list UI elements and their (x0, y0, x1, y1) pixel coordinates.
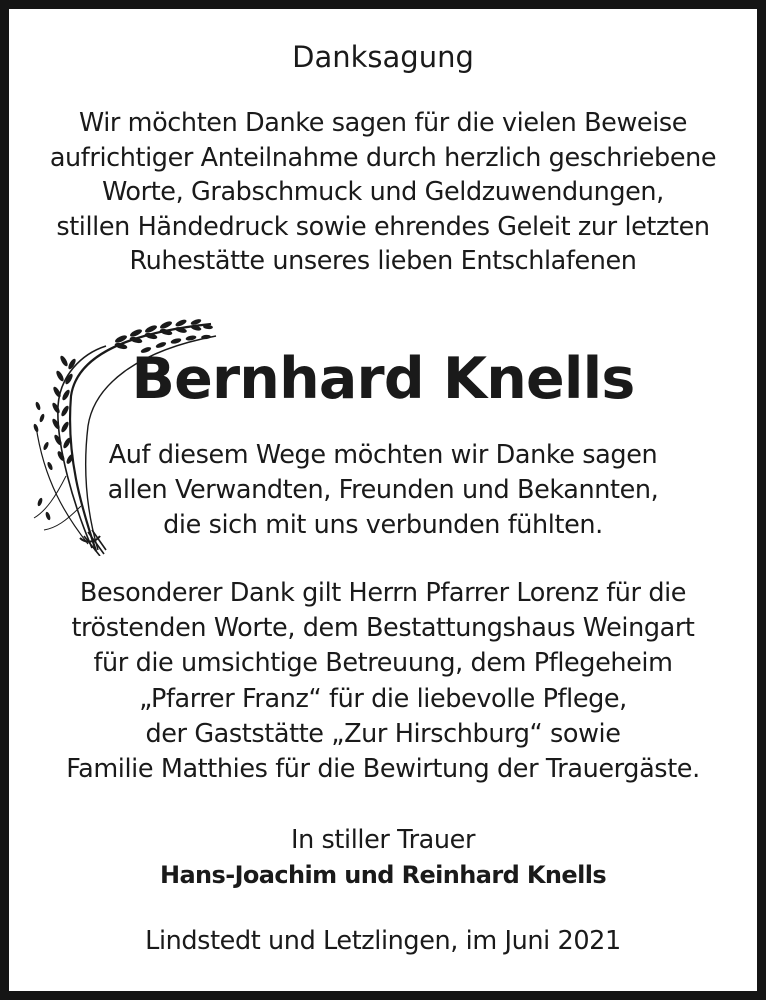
signers: Hans-Joachim und Reinhard Knells (159, 861, 607, 889)
mourning-line: In stiller Trauer (290, 825, 476, 855)
thanks-line: der Gaststätte „Zur Hirschburg“ sowie (145, 718, 621, 749)
thanks-line: Besonderer Dank gilt Herrn Pfarrer Lorenz für die (79, 578, 687, 608)
thanks-line: tröstenden Worte, dem Bestattungshaus Weingart (71, 613, 695, 644)
way-line: Auf diesem Wege möchten wir Danke sagen (108, 440, 658, 470)
special-thanks-paragraph (9, 576, 757, 787)
way-paragraph (9, 438, 757, 543)
thanks-line: Familie Matthies für die Bewirtung der Trauergäste. (66, 754, 700, 785)
intro-line: Worte, Grabschmuck und Geldzuwendungen, (102, 177, 664, 208)
intro-line: Ruhestätte unseres lieben Entschlafenen (129, 246, 637, 277)
intro-paragraph (9, 106, 757, 279)
intro-line: Wir möchten Danke sagen für die vielen Beweise (78, 108, 688, 138)
notice-heading: Danksagung (292, 40, 474, 74)
intro-line: aufrichtiger Anteilnahme durch herzlich geschriebene (49, 142, 717, 173)
way-line: die sich mit uns verbunden fühlten. (163, 510, 603, 540)
way-line: allen Verwandten, Freunden und Bekannten, (107, 475, 659, 505)
thanks-line: für die umsichtige Betreuung, dem Pflegeheim (93, 648, 673, 679)
thanks-line: „Pfarrer Franz“ für die liebevolle Pflege, (139, 683, 627, 714)
deceased-name: Bernhard Knells (131, 346, 635, 412)
place-date: Lindstedt und Letzlingen, im Juni 2021 (145, 926, 621, 956)
intro-line: stillen Händedruck sowie ehrendes Geleit zur letzten (56, 211, 710, 242)
